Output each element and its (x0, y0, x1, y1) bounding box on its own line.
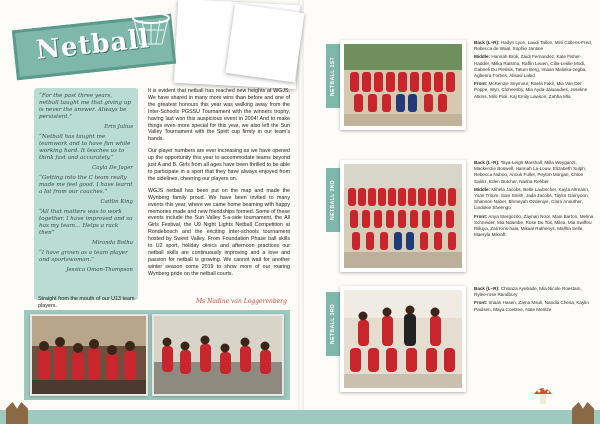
quote-author: Cayla De Jager (92, 165, 133, 171)
quote-author: Miranda Botha (92, 240, 133, 246)
corner-tab-left (6, 402, 28, 424)
team-photo-frame (340, 40, 466, 130)
article-paragraph: It is evident that netball has reached new heights at WGJS. We have shared in many more wins than before and one of the greatest honours this year was walking away from the Inter-Schools PGSSU Tournament with the winners trophy, having last won this auspicious event in 2004! And to make things even more special for this year, we also left the Sun Valley Tournament with the Spirit cup firmly in our team's hands. (148, 88, 290, 143)
quote-author: Jessica Omon-Thompson (66, 267, 133, 273)
quote-author: Caitlin King (100, 199, 133, 205)
corner-tab-right (572, 402, 594, 424)
team-photo (154, 316, 282, 394)
roster-line: Back (L–R): Chinaza Ayebade, Mia Nicole Roestam, Rylee-rose Randbury (474, 286, 582, 298)
roster-line: Front: McKenzie Seymour, Raela Fakir, Mia Van Der Poppe, Wyn, Cloheesby, Mia Ayda-Jaluaudies, Joseline Atkins, Milo Pioli, Kaj Emily Lawson, Zahba Mla (474, 81, 588, 99)
bottom-decor-strip (0, 410, 600, 424)
quote-text: “For the past three years, netball taught me that giving up is never the answer. Always be persistent.” (39, 93, 131, 120)
team-photo (344, 290, 462, 388)
roster-line: Middle: Mihela Jacobs, Belle Laubscher, Kayla Altmann, Yoan Tritum, Sam Smith, Jada Jacobs, Taylor Gamyoon, Shannon Naber, Bhmeyah Ozdeniye, Clara Anouther, Lindokie Sheengo (474, 186, 590, 211)
roster-line: Back (L–R): Taya-Leigh Marshall, Milla Weyganzt, Mackenzie Boswell, Hannah La-Louw, Elizabeth Sulph, Rebecca Nuboo, Anouk Fuller, Peyton Morgan, Chloe Salinz, Eden Butcher, Nasha Rehber (474, 160, 587, 184)
team-photo (344, 44, 462, 126)
polaroid-card-back (225, 3, 304, 82)
team-photo-frame (30, 314, 148, 396)
roster-line: Front: Anya Stergozdo, Zaynan Noor, Mani Barton, Melina Schneider, Mia Ndambe, Rose Du Toit, Milea, Mia Swiffeu Rilluya, Zali Kiris-hala, Mikaal Rathenys, Mallha Selle, Maeryla Mikraft (474, 213, 594, 238)
article-body (148, 88, 290, 283)
team-photo-frame (152, 314, 284, 396)
article-paragraph: Our player numbers are ever increasing as we have opened up the opportunity this year to accommodate teams beyond just A and B. Girls from all ages have been thrilled to be able to participate in a sport that they have always enjoyed from the sidelines, cheering our players on. (148, 148, 290, 182)
page-gutter (298, 0, 304, 424)
player-quotes-box (34, 88, 138, 300)
team-side-tab: NETBALL 3RD (326, 292, 340, 356)
team-photo-frame (340, 160, 466, 272)
team-photo (344, 164, 462, 268)
netball-hoop-icon (128, 10, 174, 50)
team-photo-frame (340, 286, 466, 392)
team-roster (474, 286, 594, 315)
page-title: Netball (34, 24, 152, 66)
quotes-caption: Straight from the mouth of our U13 team players. (38, 296, 135, 309)
article-paragraph: WGJS netball has been put on the map and made the Wynberg family proud. We have been invited to many events this year, where we came home beaming with happy memories made and new friendships formed. Some of these events include the Sun Valley 5-a-side tournament, the All Girls Festival, the U9 Night Lights Netball Competition at Rondebosch and the exciting inter-schools tournament hosted by Sweet Valley. From Foundation Phase ball skills to U2 sport, holiday clinics and afternoon practices our netball skills are continuously improving and a love and passion for netball is growing. We cannot wait for another winter season come 2019 to show more of our roaring Wynberg pride on the netball courts. (148, 187, 290, 277)
quote-author: Erin Julius (104, 124, 133, 130)
roster-line: Front: Imaan Hasen, Zama Msuli, Nandia Chesa, Kaylin Paulsen, Maya Coetzee, Nate Meritze (474, 300, 589, 312)
quote-text: “I have grown as a team player and sportswoman.” (39, 250, 128, 263)
team-photo (32, 316, 146, 394)
team-roster (474, 160, 594, 240)
team-side-tab: NETBALL 1ST (326, 44, 340, 108)
quote-text: “Getting into the C team really made me feel good. I have learnt a lot from our coaches.” (39, 175, 133, 195)
quote-text: “All that matters was to work together. I have improved and so has my team… Helps a rack then” (39, 209, 133, 236)
team-roster (474, 40, 594, 102)
roster-line: Middle: Hannah Brok, Zaidi Fernandez, Kate Fisher-Hadder, Milka Ratsma, Raffin Leuen, Cilla-Leslie Modi, Gabrieli Du Plessis, Tatum Berg, Imaan Malinka-zegba, Agbenra Forbes, Alisaw Lakid (474, 54, 587, 79)
mushroom-icon (532, 384, 554, 406)
team-side-tab: NETBALL 2ND (326, 168, 340, 232)
quote-text: “Netball has taught me teamwork and to have fun while working hard. It teaches us to think fast and accurately.” (39, 134, 131, 161)
author-signature: Ms Nadine van Loggerenberg (196, 298, 287, 305)
roster-line: Back (L–R): Hadyn Lyon, Laudi Tallon, Mini Collens-Fred, Rebecca de Waal, Sophie Jantine (474, 40, 592, 52)
